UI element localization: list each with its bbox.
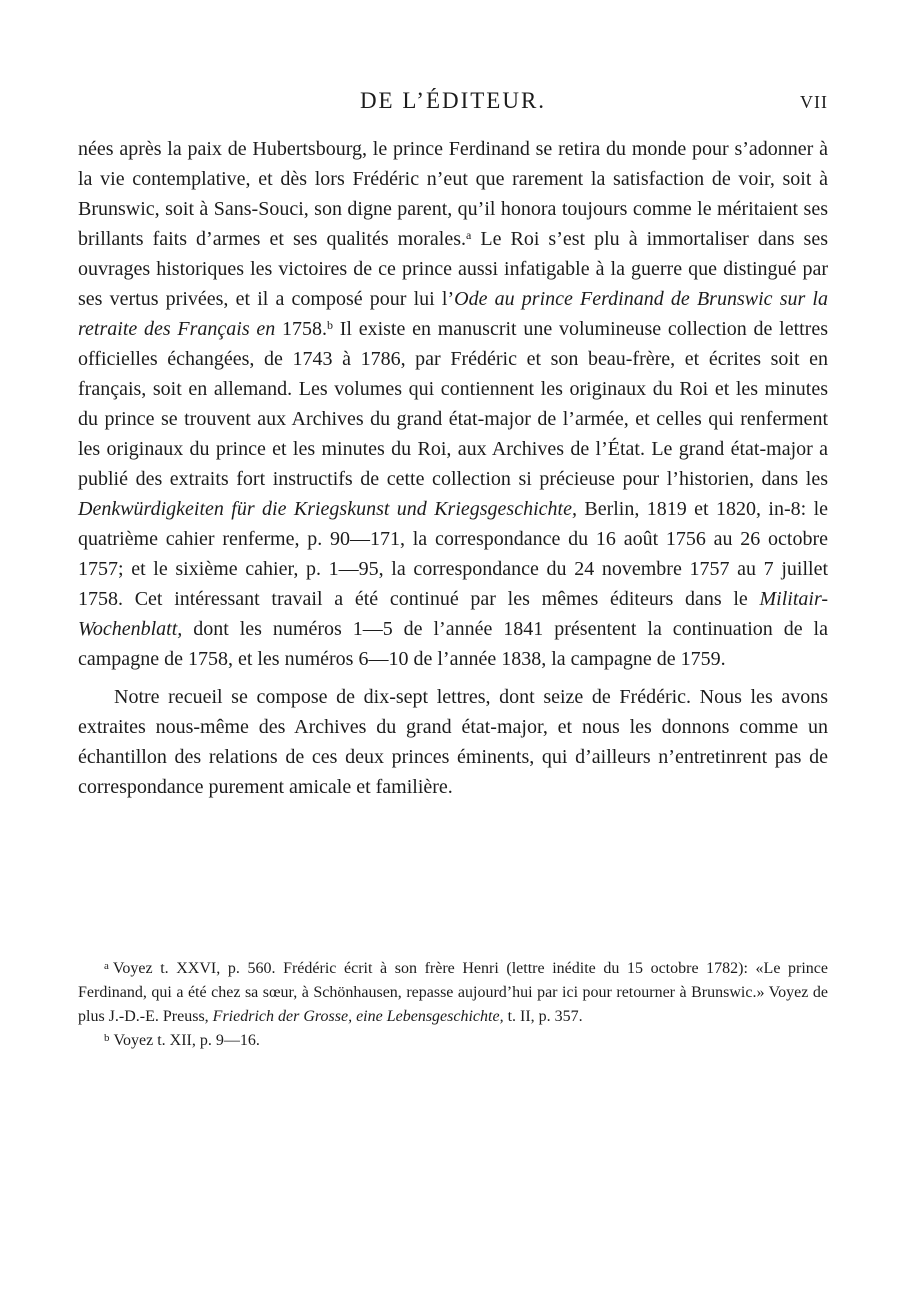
running-head xyxy=(78,88,828,120)
paragraph-1 xyxy=(78,134,828,674)
paragraph-1-text: Le Roi s’est plu à immortaliser dans ses ouvrages historiques les victoires de ce prince aussi infatigable à la guerre que distingué par ses vertus privées, et il a composé pour lui l’ xyxy=(78,228,828,310)
footnote-a-text: t. II, p. 357. xyxy=(503,1008,583,1025)
paragraph-1-text: dont les numéros 1—5 de l’année 1841 présentent la continuation de la campagne de 1758, et les numéros 6—10 de l’année 1838, la campagne de 1759. xyxy=(78,618,828,670)
ode-title: Ode au prince Ferdinand de Brunswic sur la retraite des Français en xyxy=(78,288,828,340)
footnote-a-text: Voyez t. XXVI, p. 560. Frédéric écrit à son frère Henri (lettre inédite du 15 octobre 1782): «Le prince Ferdinand, qui a été chez sa sœur, à Schönhausen, repasse aujourd’hui par ici pour retourner à Brunswic.» Voyez de plus J.-D.-E. Preuss, xyxy=(78,960,828,1025)
running-title: DE L’ÉDITEUR. xyxy=(359,88,547,113)
footnote-a-book-title: Friedrich der Grosse, eine Lebensgeschichte, xyxy=(212,1008,504,1025)
footnote-ref-a: a xyxy=(466,228,472,242)
footnote-b xyxy=(78,1029,828,1053)
paragraph-1-text: 1758. xyxy=(275,318,327,340)
paragraph-2: Notre recueil se compose de dix-sept lettres, dont seize de Frédéric. Nous les avons extraites nous-même des Archives du grand état-major, et nous les donnons comme un échantillon des relations de ces deux princes éminents, qui d’ailleurs n’entretinrent pas de correspondance purement amicale et familière. xyxy=(78,686,828,798)
footnote-ref-b: b xyxy=(327,318,333,332)
paragraph-1-text: Berlin, 1819 et 1820, in-8: le quatrième cahier renferme, p. 90—171, la correspondance du 16 août 1756 au 26 octobre 1757; et le sixième cahier, p. 1—95, la correspondance du 24 novembre 1757 au 7 juillet 1758. Cet intéressant travail a été continué par les mêmes éditeurs dans le xyxy=(78,498,829,610)
body-text xyxy=(78,134,828,802)
militair-wochenblatt-title: Militair-Wochenblatt, xyxy=(78,588,828,640)
paragraph-1-text: Il existe en manuscrit une volumineuse collection de lettres officielles échangées, de 1743 à 1786, par Frédéric et son beau-frère, et écrites soit en français, soit en allemand. Les volumes qui contiennent les originaux du Roi et les minutes du prince se trouvent aux Archives du grand état-major de l’armée, et celles qui renferment les originaux du prince et les minutes du Roi, aux Archives de l’État. Le grand état-major a publié des extraits fort instructifs de cette collection si précieuse pour l’historien, dans les xyxy=(78,318,829,490)
footnote-mark-a: a xyxy=(104,960,109,972)
footnote-a xyxy=(78,957,828,1029)
paragraph-1-text: nées après la paix de Hubertsbourg, le prince Ferdinand se retira du monde pour s’adonner à la vie contemplative, et dès lors Frédéric n’eut que rarement la satisfaction de voir, soit à Brunswic, soit à Sans-Souci, son digne parent, qu’il honora toujours comme le méritaient ses brillants faits d’armes et ses qualités morales. xyxy=(78,138,828,250)
denkwurdigkeiten-title: Denkwürdigkeiten für die Kriegskunst und Kriegsgeschichte, xyxy=(78,498,577,520)
footnote-mark-b: b xyxy=(104,1032,110,1044)
footnote-b-text: Voyez t. XII, p. 9—16. xyxy=(113,1032,260,1049)
footnotes xyxy=(78,957,828,1053)
page-number: VII xyxy=(800,92,828,112)
